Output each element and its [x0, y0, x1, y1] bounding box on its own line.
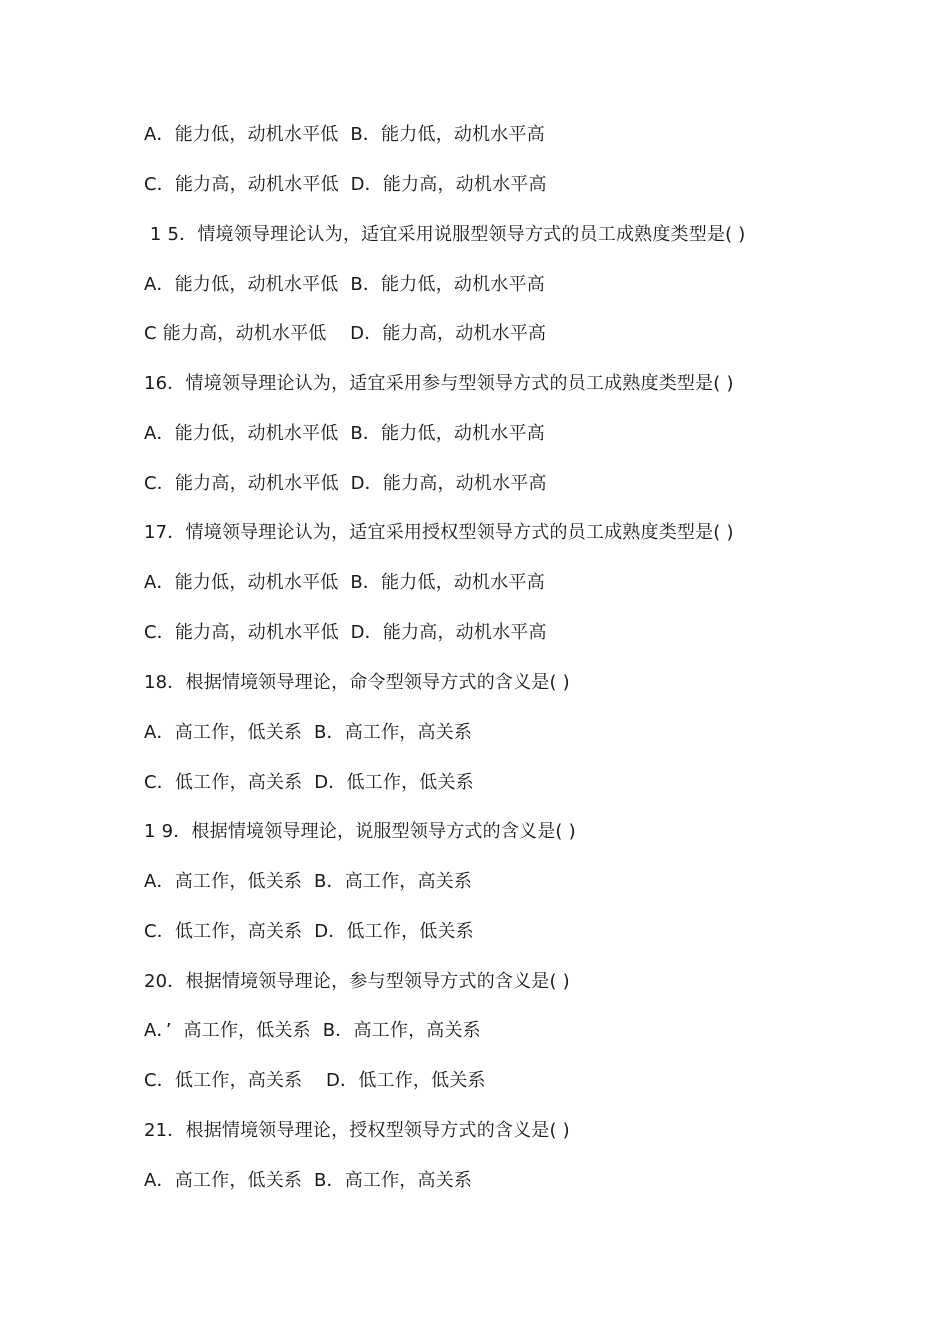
question-21: 21．根据情境领导理论，授权型领导方式的含义是( ) [144, 1120, 570, 1141]
question-17: 17．情境领导理论认为，适宜采用授权型领导方式的员工成熟度类型是( ) [144, 522, 734, 543]
question-16: 16．情境领导理论认为，适宜采用参与型领导方式的员工成熟度类型是( ) [144, 373, 734, 394]
option-line-q18-cd: C．低工作，高关系 D．低工作，低关系 [144, 772, 474, 793]
option-line-q20-ab: A．’ 高工作，低关系 B．高工作，高关系 [144, 1020, 481, 1041]
option-line-q19-cd: C．低工作，高关系 D．低工作，低关系 [144, 921, 474, 942]
option-line-q14-ab: A．能力低，动机水平低 B．能力低，动机水平高 [144, 124, 545, 145]
option-line-q17-cd: C．能力高，动机水平低 D．能力高，动机水平高 [144, 622, 547, 643]
option-line-q14-cd: C．能力高，动机水平低 D．能力高，动机水平高 [144, 174, 547, 195]
question-20: 20．根据情境领导理论，参与型领导方式的含义是( ) [144, 971, 570, 992]
option-line-q21-ab: A．高工作，低关系 B．高工作，高关系 [144, 1170, 473, 1191]
question-19: 1 9．根据情境领导理论，说服型领导方式的含义是( ) [144, 821, 576, 842]
option-line-q19-ab: A．高工作，低关系 B．高工作，高关系 [144, 871, 473, 892]
option-line-q15-ab: A．能力低，动机水平低 B．能力低，动机水平高 [144, 274, 545, 295]
option-line-q15-cd: C 能力高，动机水平低 D．能力高，动机水平高 [144, 323, 547, 344]
question-18: 18．根据情境领导理论，命令型领导方式的含义是( ) [144, 672, 570, 693]
option-line-q16-ab: A．能力低，动机水平低 B．能力低，动机水平高 [144, 423, 545, 444]
option-line-q20-cd: C．低工作，高关系 D．低工作，低关系 [144, 1070, 486, 1091]
option-line-q16-cd: C．能力高，动机水平低 D．能力高，动机水平高 [144, 473, 547, 494]
option-line-q17-ab: A．能力低，动机水平低 B．能力低，动机水平高 [144, 572, 545, 593]
question-15: 1 5．情境领导理论认为，适宜采用说服型领导方式的员工成熟度类型是( ) [144, 224, 746, 245]
option-line-q18-ab: A．高工作，低关系 B．高工作，高关系 [144, 722, 473, 743]
